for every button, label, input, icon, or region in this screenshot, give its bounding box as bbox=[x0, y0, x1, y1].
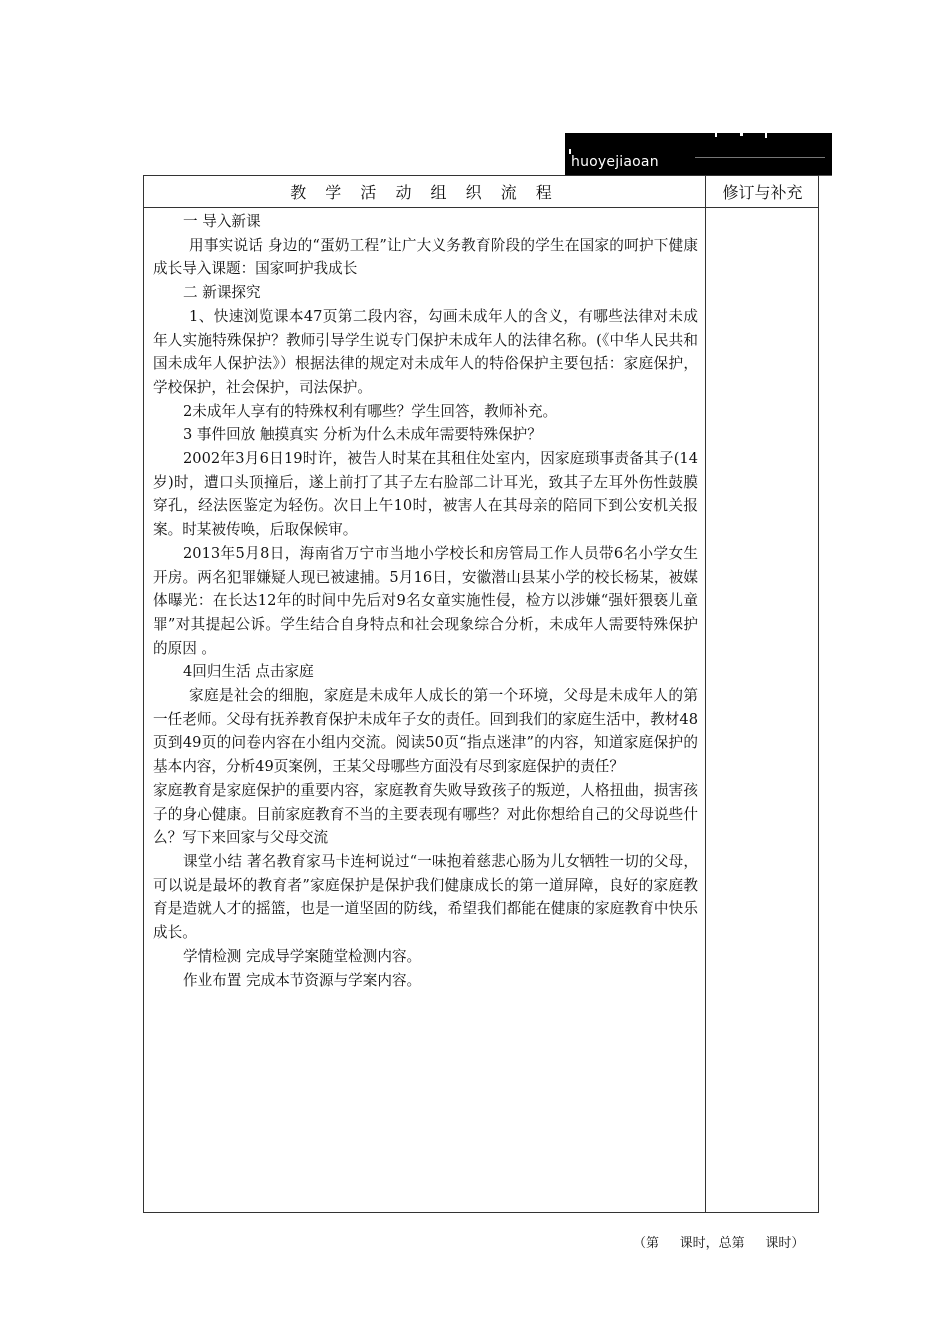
lesson-content bbox=[153, 210, 698, 992]
lesson-table bbox=[143, 175, 819, 1213]
paragraph-case-2013: 2013年5月8日，海南省万宁市当地小学校长和房管局工作人员带6名小学女生开房。两名犯罪嫌疑人现已被逮捕。5月16日，安徽潜山县某小学的校长杨某，被媒体曝光：在长达12年的时间中先后对9名女童实施性侵，检方以涉嫌“强奸猥亵儿童罪”对其提起公诉。学生结合自身特点和社会现象综合分析，未成年人需要特殊保护的原因 。 bbox=[153, 544, 698, 657]
paragraph-summary: 课堂小结 著名教育家马卡连柯说过“一味抱着慈悲心肠为儿女牺牲一切的父母，可以说是最坏的教育者”家庭保护是保护我们健康成长的第一道屏障，良好的家庭教育是造就人才的摇篮，也是一道坚固的防线，希望我们都能在健康的家庭教育中快乐成长。 bbox=[153, 852, 698, 942]
paragraph-step-4: 4回归生活 点击家庭 bbox=[183, 663, 314, 681]
paragraph-case-2002: 2002年3月6日19时许，被告人时某在其租住处室内，因家庭琐事责备其子(14岁)时，遭口头顶撞后，遂上前打了其子左右脸部二计耳光，致其子左耳外伤性鼓膜穿孔，经法医鉴定为轻伤。次日上午10时，被害人在其母亲的陪同下到公安机关报案。时某被传唤，后取保候审。 bbox=[153, 450, 698, 539]
section-explore-heading: 二 新课探究 bbox=[183, 284, 261, 302]
paragraph-intro: 用事实说话 身边的“蛋奶工程”让广大义务教育阶段的学生在国家的呵护下健康成长导入课题：国家呵护我成长 bbox=[153, 236, 698, 278]
paragraph-family-education: 家庭教育是家庭保护的重要内容，家庭教育失败导致孩子的叛逆，人格扭曲，损害孩子的身心健康。目前家庭教育不当的主要表现有哪些？对此你想给自己的父母说些什么？写下来回家与父母交流 bbox=[153, 781, 698, 847]
logo-text: huoyejiaoan bbox=[571, 154, 659, 170]
footer-lesson-count: （第 课时，总第 课时） bbox=[633, 1236, 805, 1251]
paragraph-step-3: 3 事件回放 触摸真实 分析为什么未成年需要特殊保护？ bbox=[183, 426, 542, 444]
header-activity-flow: 教 学 活 动 组 织 流 程 bbox=[290, 183, 559, 202]
logo-banner bbox=[565, 133, 832, 176]
column-divider bbox=[705, 176, 706, 1212]
header-revision: 修订与补充 bbox=[722, 183, 803, 202]
paragraph-homework: 作业布置 完成本节资源与学案内容。 bbox=[183, 971, 422, 989]
header-divider bbox=[144, 207, 818, 208]
paragraph-step-1: 1、快速浏览课本47页第二段内容，勾画未成年人的含义，有哪些法律对未成年人实施特殊保护？教师引导学生说专门保护未成年人的法律名称。(《中华人民共和国未成年人保护法》）根据法律的规定对未成年人的特俗保护主要包括：家庭保护，学校保护，社会保护，司法保护。 bbox=[153, 307, 698, 396]
paragraph-assessment: 学情检测 完成导学案随堂检测内容。 bbox=[183, 947, 422, 965]
paragraph-step-2: 2未成年人享有的特殊权利有哪些？学生回答，教师补充。 bbox=[183, 402, 558, 420]
section-intro-heading: 一 导入新课 bbox=[183, 213, 261, 230]
paragraph-family: 家庭是社会的细胞，家庭是未成年人成长的第一个环境，父母是未成年人的第一任老师。父母有抚养教育保护未成年子女的责任。回到我们的家庭生活中，教材48页到49页的问卷内容在小组内交流。阅读50页“指点迷津”的内容，知道家庭保护的基本内容，分析49页案例，王某父母哪些方面没有尽到家庭保护的责任？ bbox=[153, 687, 698, 776]
